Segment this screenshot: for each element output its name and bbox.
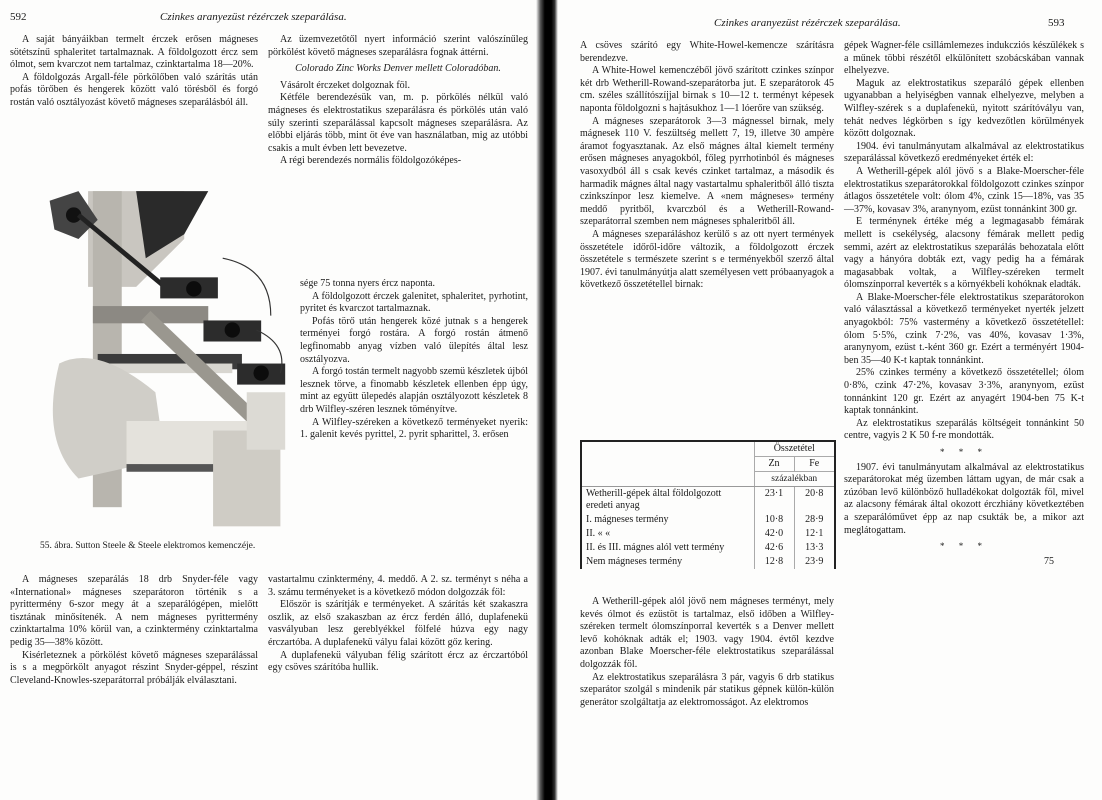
right-col1 [580,40,834,292]
paragraph: A forgó tostán termelt nagyobb szemü készletek újból lesznek törve, a finomabb készletek ellenben épp úgy, mint az együtt ülepedés alapján osztályozott készletek 8 drb Wilfley-széren lesznek töményítve. [300,366,528,415]
paragraph: A Blake-Moerscher-féle elektrostatikus szeparátorokon való választással a következő terményeket nyerték jelzett anyagokból: 75% vastermény a következő összetétellel: ólom 5·5%, czink 7·2%, vas 40%, kovasav 1·3%, aranynyom, ezüst t.-ként 360 gr. Ezért a terményért 1904-ben 35—40 K-t kaptak tonnánkint. [844,291,1084,366]
table-cell-fe: 23·9 [794,555,834,569]
table-row-label: Wetherill-gépek által földolgozott eredeti anyag [586,488,722,511]
paragraph: A régi berendezés normális földolgozóképes- [280,155,462,167]
left-col2-bottom [268,574,528,675]
page-number-left: 592 [10,11,27,23]
table-cell-zn: 42·0 [754,527,794,541]
paragraph: Pofás törő után hengerek közé jutnak s a hengerek terményei forgó rostára. A forgó rostán átmenő legfinomabb anyag vízben való ülepítés által lesz osztályozva. [300,315,528,365]
paragraph: E terménynek értéke még a legmagasabb fémárak mellett is csekélység, alacsony fémárak mellett pedig semmi, azért az elektrostatikus szeparálás behozatala előtt vagy a hányóra dobták ezt, vagy pedig ha a fémárak magasabbak voltak, a Wilfley-széreken termelt ólomszínporral keverték s a környékbeli kohóknak eladták. [844,216,1084,291]
paragraph: gépek Wagner-féle csillámlemezes indukcziós készülékek s a műnek többi részétől elkülönített szobácskában vannak elhelyezve. [844,40,1084,77]
book-gutter [536,0,558,800]
sheet-number: 75 [1044,555,1054,567]
paragraph: A duplafenekü vályuban félig szárított ércz az érczartóból egy csöves szárítóba hullik. [268,649,528,674]
composition-table [580,440,836,569]
section-subheading: Colorado Zinc Works Denver mellett Coloradóban. [295,63,501,75]
figure-caption: 55. ábra. Sutton Steele & Steele elektromos kemenczéje. [40,541,256,551]
page-number-right: 593 [1048,17,1065,29]
table-row [582,513,834,527]
machine-illustration [40,172,290,534]
paragraph: A saját bányáikban termelt érczek erősen mágneses sötétszínű sphaleritet tartalmaznak. A földolgozott ércz sem ólmot, sem kvarczot nem tartalmaz, czinktartalma 18—20%. [10,34,258,71]
right-page [558,0,1102,800]
paragraph: A White-Howel kemenczéből jövő szárított czinkes színpor két drb Wetherill-Rowand-szeparátorba jut. E szeparátorok 45 cm. széles szállítószíjjal birnak s 10—12 t. terményt képesek naponta földolgozni s hajtásukhoz 1—1 lóerőre van szükség. [580,65,834,114]
running-title-right: Czinkes aranyezüst rézérczek szeparálása. [714,17,901,29]
table-row-label: II. és III. mágnes alól vett termény [586,542,725,553]
table-col-zn: Zn [754,457,794,472]
paragraph: A földolgozás Argall-féle pörkölőben való szárítás után pofás törőben és hengerek között való törésből és forgó rostán való osztályozást követő mágneses szeparálásból áll. [10,71,258,108]
right-col1-bottom [580,596,834,709]
table-unit: százalékban [754,472,834,487]
table-cell-zn: 42·6 [754,541,794,555]
left-narrow-column [300,278,528,442]
left-col1-bottom [10,574,258,687]
table-row-label: I. mágneses termény [586,514,669,525]
paragraph: A csöves szárító egy White-Howel-kemencze szárításra berendezve. [580,40,834,64]
table-cell-fe: 28·9 [794,513,834,527]
paragraph: A földolgozott érczek galenitet, sphaleritet, pyrhotint, pyritet és kvarczot tartalmaznak. [300,290,528,315]
paragraph: Az elektrostatikus szeparálásra 3 pár, vagyis 6 drb statikus szeparátor szolgál s mindenik pár statikus gépnek külön-külön generátor szolgáltatja az elektromosságot. Az elektromos [580,671,834,708]
paragraph: sége 75 tonna nyers ércz naponta. [300,278,435,289]
paragraph: vastartalmu czinktermény, 4. meddő. A 2. sz. terményt s néha a 3. számu terményeket is a következő módon dolgozzák föl: [268,574,528,598]
table-cell-fe: 13·3 [794,541,834,555]
sheet-number-row [844,556,1084,569]
table-cell-fe: 12·1 [794,527,834,541]
paragraph: 1907. évi tanulmányutam alkalmával az elektrostatikus szeparátorokat még üzemben láttam ugyan, de már csak a zúzóban levő különböző hulladékokat dolgozták föl, mivel az alacsony fémárak által okozott érczhiány következtében a szeparálóművet épp az nap csukták be, a mikor azt meglátogattam. [844,461,1084,536]
paragraph: Maguk az elektrostatikus szeparáló gépek ellenben ugyanabban a helyiségben vannak elhelyezve, melyben a Wilfley-szérek s a duplafenekü, nyitott szárítóvályu van, tehát nedves légkörben s így kedvezőtlen körülmények között dolgoznak. [844,77,1084,140]
paragraph: A Wetherill-gépek alól jövő s a Blake-Moerscher-féle elektrostatikus szeparátorokkal földolgozott czinkes színpor átlagos összetétele volt: ólom 4%, czink 15—18%, vas 35—37%, kovasav 3%, aranynyom, ezüst tonnánkint 300 gr. [844,165,1084,215]
left-page [0,0,536,800]
table-cell-zn: 10·8 [754,513,794,527]
paragraph: A mágneses szeparáláshoz kerülő s az ott nyert termények összetétele időről-időre változik, a földolgozott érczek összetétele s természete szerint s e terményekből szerző által 1907. évi tanulmányútja alatt személyesen vett próbaanyagok a következő összetétellel birnak: [580,228,834,291]
figure-separator-machine [40,172,290,534]
paragraph: Az elektrostatikus szeparálás költségeit tonnánkint 50 centre, vagyis 2 K 50 f-re mondották. [844,417,1084,442]
table-row-label: Nem mágneses termény [586,556,683,567]
paragraph: Vásárolt érczeket dolgoznak föl. [280,79,410,91]
paragraph: A mágneses szeparálás 18 drb Snyder-féle vagy «International» mágneses szeparátoron történik s a pyrittermény 6-szor megy át a szeparálógépen, mielőtt tisztának minősítenék. A nem mágneses pyrittermény czinktartalma 10% körül van, a czinktermény czinktartalma pedig 35—38% között. [10,574,258,648]
table-header-group: Összetétel [754,442,834,457]
paragraph: 25% czinkes termény a következő összetétellel; ólom 0·8%, czink 47·2%, kovasav 3·3%, aranynyom, ezüst tonnánkint 120 gr. Ezért az anyagért 1904-ben 75 K-t kaptak tonnánkint. [844,367,1084,417]
table-cell-fe: 20·8 [794,487,834,514]
paragraph: A Wilfley-széreken a következő terményeket nyerik: 1. galenit kevés pyrittel, 2. pyrit spharittel, 3. erősen [300,416,528,441]
left-col2-top [268,34,528,168]
paragraph: Először is szárítják e terményeket. A szárítás két szakaszra oszlik, az első szakaszban az ércz ferdén álló, duplafenekü vasvályuban lesz gereblyékkel fölfelé húzva egy nagy érczartóba. A duplafenekü vályu falai között gőz kering. [268,599,528,648]
section-separator: * * * [940,447,988,457]
paragraph: 1904. évi tanulmányutam alkalmával az elektrostatikus szeparálással következő eredményeket érték el: [844,140,1084,165]
paragraph: Kisérleteznek a pörkölést követő mágneses szeparálással is s a megpörkölt anyagot részint Snyder-géppel, részint Cleveland-Knowles-szeparátorral próbálják elválasztani. [10,649,258,686]
right-col2 [844,40,1084,568]
end-separator: * * * [940,541,988,552]
table-row [582,555,834,569]
paragraph: A mágneses szeparátorok 3—3 mágnessel birnak, mely mágnesek 110 V. feszültség mellett 7, 19, illetve 30 ampère áramot fogyasztanak. Az első mágnes által kiemelt termény erősen mágneses anyagokból, főleg pyrrhotinból és mágneses vasoxydból áll s csak kevés czinket tartalmaz, a második és harmadik mágnes által nagy vastartalmu sphaleritből álló tiszta czinkszínpor lesz kiemelve. A «nem mágneses» termény meddő pyritből, kvarczból és a Wetherill-Rowand-szeparátorral szemben nem mágneses sphaleritből áll. [580,115,834,228]
paragraph: Kétféle berendezésük van, m. p. pörkölés nélkül való mágneses és elektrostatikus szeparálásra és pörkölés után való súly szerinti szeparálással kapcsolt mágneses szeparálásra. Az előbbi eljárás több, mint öt éve van használatban, mig az utóbbi csakis a mult évben lett bevezetve. [268,92,528,154]
paragraph: A Wetherill-gépek alól jövő nem mágneses terményt, mely kevés ólmot és ezüstöt is tartalmaz, első időben a Wilfley-széreken termelt ólomszínporral keverték s a Denver mellett levő kohóknak adták el; 1903. vagy 1904. évtől kezdve azonban Blake Moerscher-féle elektrostatikus szeparálással dolgozzák föl. [580,596,834,670]
table-cell-zn: 12·8 [754,555,794,569]
table-row [582,541,834,555]
table-row-label: II. « « [586,528,611,539]
running-title-left: Czinkes aranyezüst rézérczek szeparálása. [160,11,347,23]
table-cell-zn: 23·1 [754,487,794,514]
table-col-fe: Fe [794,457,834,472]
left-col1-top [10,34,258,110]
table-row [582,527,834,541]
paragraph: Az üzemvezetőtől nyert információ szerint valószínűleg pörkölést követő mágneses szeparálásra fognak áttérni. [268,34,528,58]
table-row [582,487,834,514]
